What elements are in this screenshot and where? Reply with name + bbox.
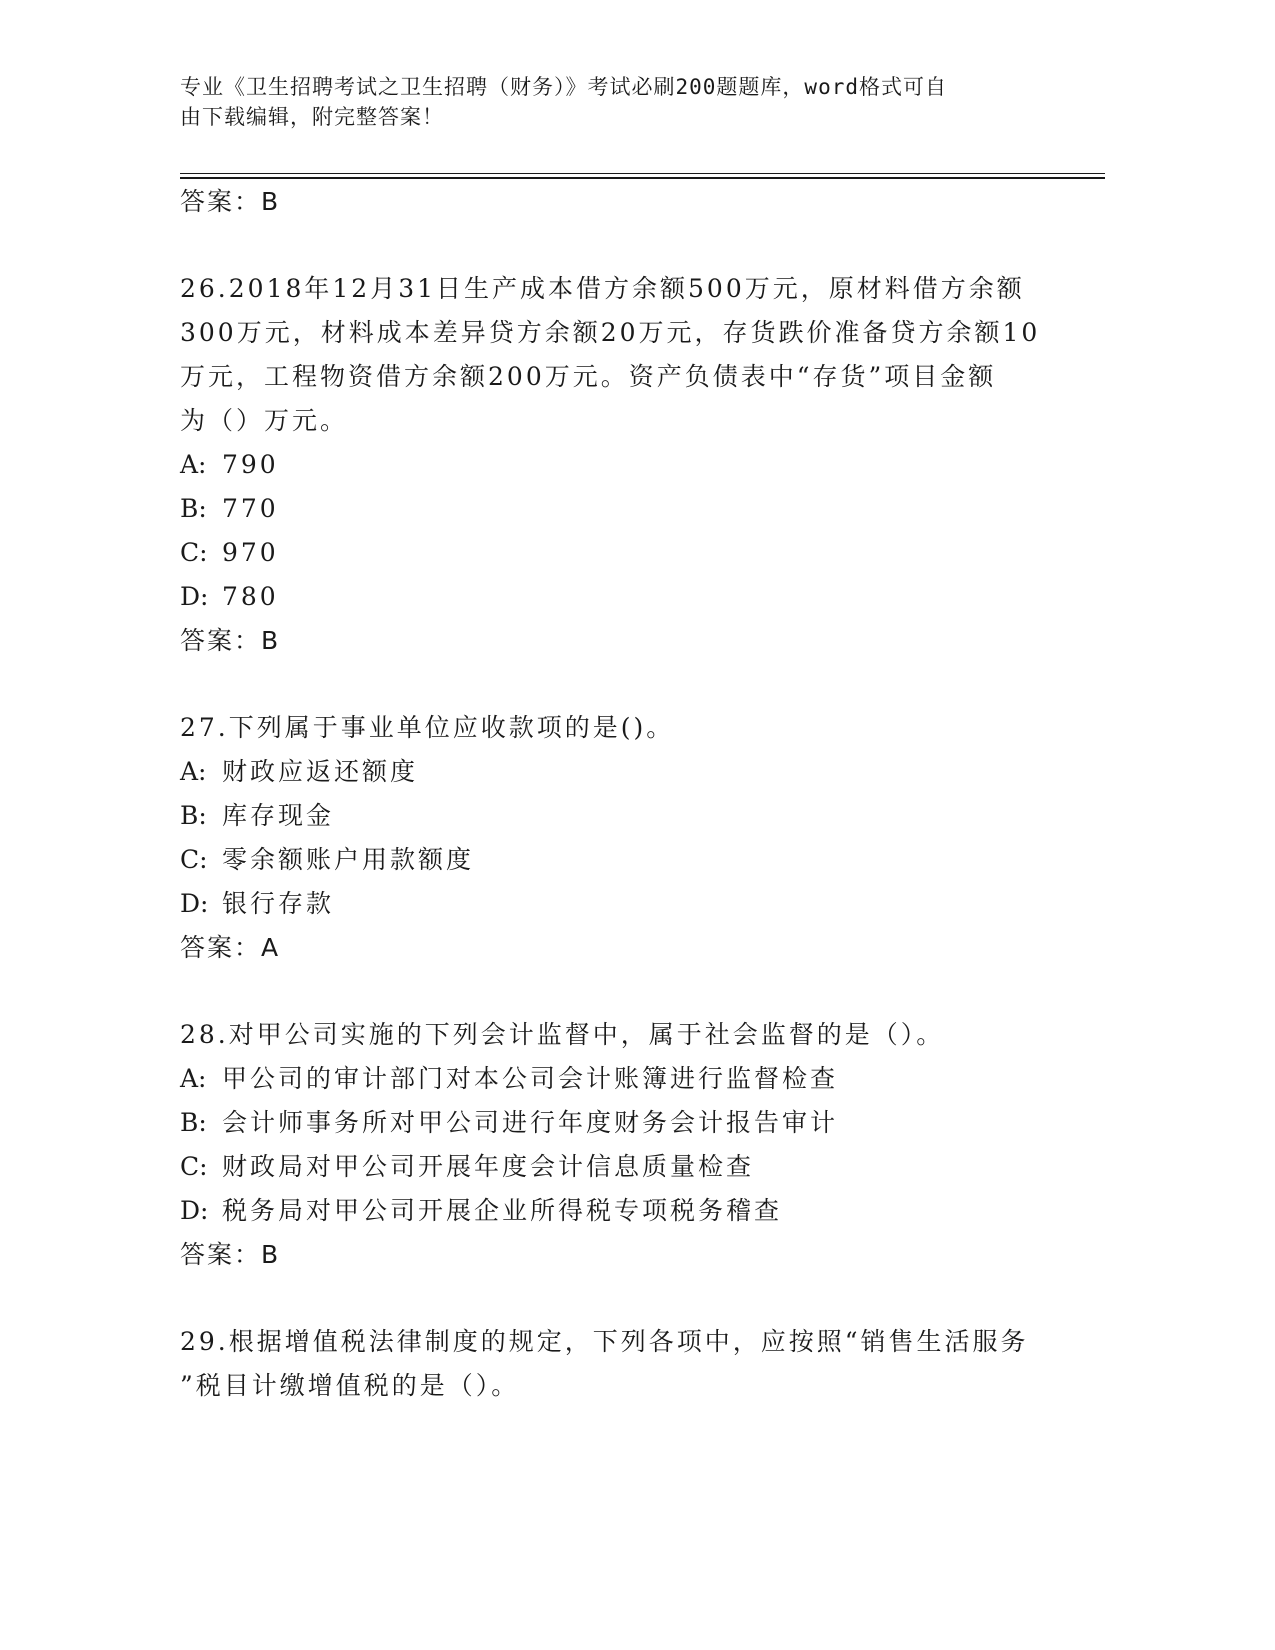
- question-27-option-b: [180, 794, 1080, 838]
- option-text: 甲公司的审计部门对本公司会计账簿进行监督检查: [222, 1064, 839, 1093]
- option-key: B:: [180, 494, 207, 523]
- option-key: C:: [180, 538, 208, 567]
- option-text: 770: [222, 494, 279, 523]
- question-list: [180, 180, 1080, 1408]
- question-26-line-3: 万元，工程物资借方余额200万元。资产负债表中“存货”项目金额: [180, 362, 997, 391]
- option-key: D:: [180, 582, 209, 611]
- question-29: [180, 1320, 1080, 1408]
- option-text: 财政局对甲公司开展年度会计信息质量检查: [222, 1152, 755, 1181]
- document-header: [180, 72, 1060, 132]
- question-28-option-d: [180, 1189, 1080, 1233]
- question-27-option-c: [180, 838, 1080, 882]
- option-text: 970: [222, 538, 279, 567]
- question-26-option-b: [180, 487, 1080, 531]
- question-29-line-1: 29.根据增值税法律制度的规定，下列各项中，应按照“销售生活服务: [180, 1327, 1029, 1356]
- option-key: A:: [180, 757, 207, 786]
- question-27-line-1: 27.下列属于事业单位应收款项的是()。: [180, 713, 675, 742]
- question-29-line-2: ”税目计缴增值税的是（）。: [180, 1371, 520, 1400]
- header-line-2: 由下载编辑，附完整答案！: [180, 105, 444, 129]
- option-key: C:: [180, 1152, 208, 1181]
- question-28-answer: 答案：B: [180, 1240, 281, 1269]
- question-28-option-c: [180, 1145, 1080, 1189]
- question-26-option-c: [180, 531, 1080, 575]
- question-28: [180, 1013, 1080, 1277]
- question-26-line-1: 26.2018年12月31日生产成本借方余额500万元，原材料借方余额: [180, 274, 1025, 303]
- option-text: 790: [222, 450, 279, 479]
- option-text: 库存现金: [222, 801, 335, 830]
- option-key: B:: [180, 1108, 207, 1137]
- question-26-answer: 答案：B: [180, 626, 281, 655]
- previous-question-answer: 答案：B: [180, 187, 281, 216]
- spacer: [180, 1277, 1080, 1320]
- header-divider-thin: [180, 173, 1105, 174]
- option-text: 税务局对甲公司开展企业所得税专项税务稽查: [222, 1196, 783, 1225]
- option-text: 780: [222, 582, 279, 611]
- question-26-option-a: [180, 443, 1080, 487]
- question-26: [180, 267, 1080, 663]
- option-key: D:: [180, 1196, 209, 1225]
- option-key: C:: [180, 845, 208, 874]
- question-26-option-d: [180, 575, 1080, 619]
- spacer: [180, 224, 1080, 267]
- question-27-option-a: [180, 750, 1080, 794]
- question-27: [180, 706, 1080, 970]
- spacer: [180, 663, 1080, 706]
- option-key: A:: [180, 1064, 207, 1093]
- header-divider-thick: [180, 177, 1105, 179]
- question-26-line-4: 为（）万元。: [180, 406, 349, 435]
- option-key: B:: [180, 801, 207, 830]
- question-27-answer: 答案：A: [180, 933, 281, 962]
- option-text: 银行存款: [222, 889, 335, 918]
- option-text: 会计师事务所对甲公司进行年度财务会计报告审计: [222, 1108, 839, 1137]
- option-key: D:: [180, 889, 209, 918]
- option-key: A:: [180, 450, 207, 479]
- question-26-line-2: 300万元，材料成本差异贷方余额20万元，存货跌价准备贷方余额10: [180, 318, 1041, 347]
- option-text: 财政应返还额度: [222, 757, 419, 786]
- header-line-1: 专业《卫生招聘考试之卫生招聘（财务）》考试必刷200题题库，word格式可自: [180, 75, 947, 99]
- question-28-line-1: 28.对甲公司实施的下列会计监督中，属于社会监督的是（）。: [180, 1020, 945, 1049]
- question-28-option-b: [180, 1101, 1080, 1145]
- question-27-option-d: [180, 882, 1080, 926]
- option-text: 零余额账户用款额度: [222, 845, 475, 874]
- question-28-option-a: [180, 1057, 1080, 1101]
- spacer: [180, 970, 1080, 1013]
